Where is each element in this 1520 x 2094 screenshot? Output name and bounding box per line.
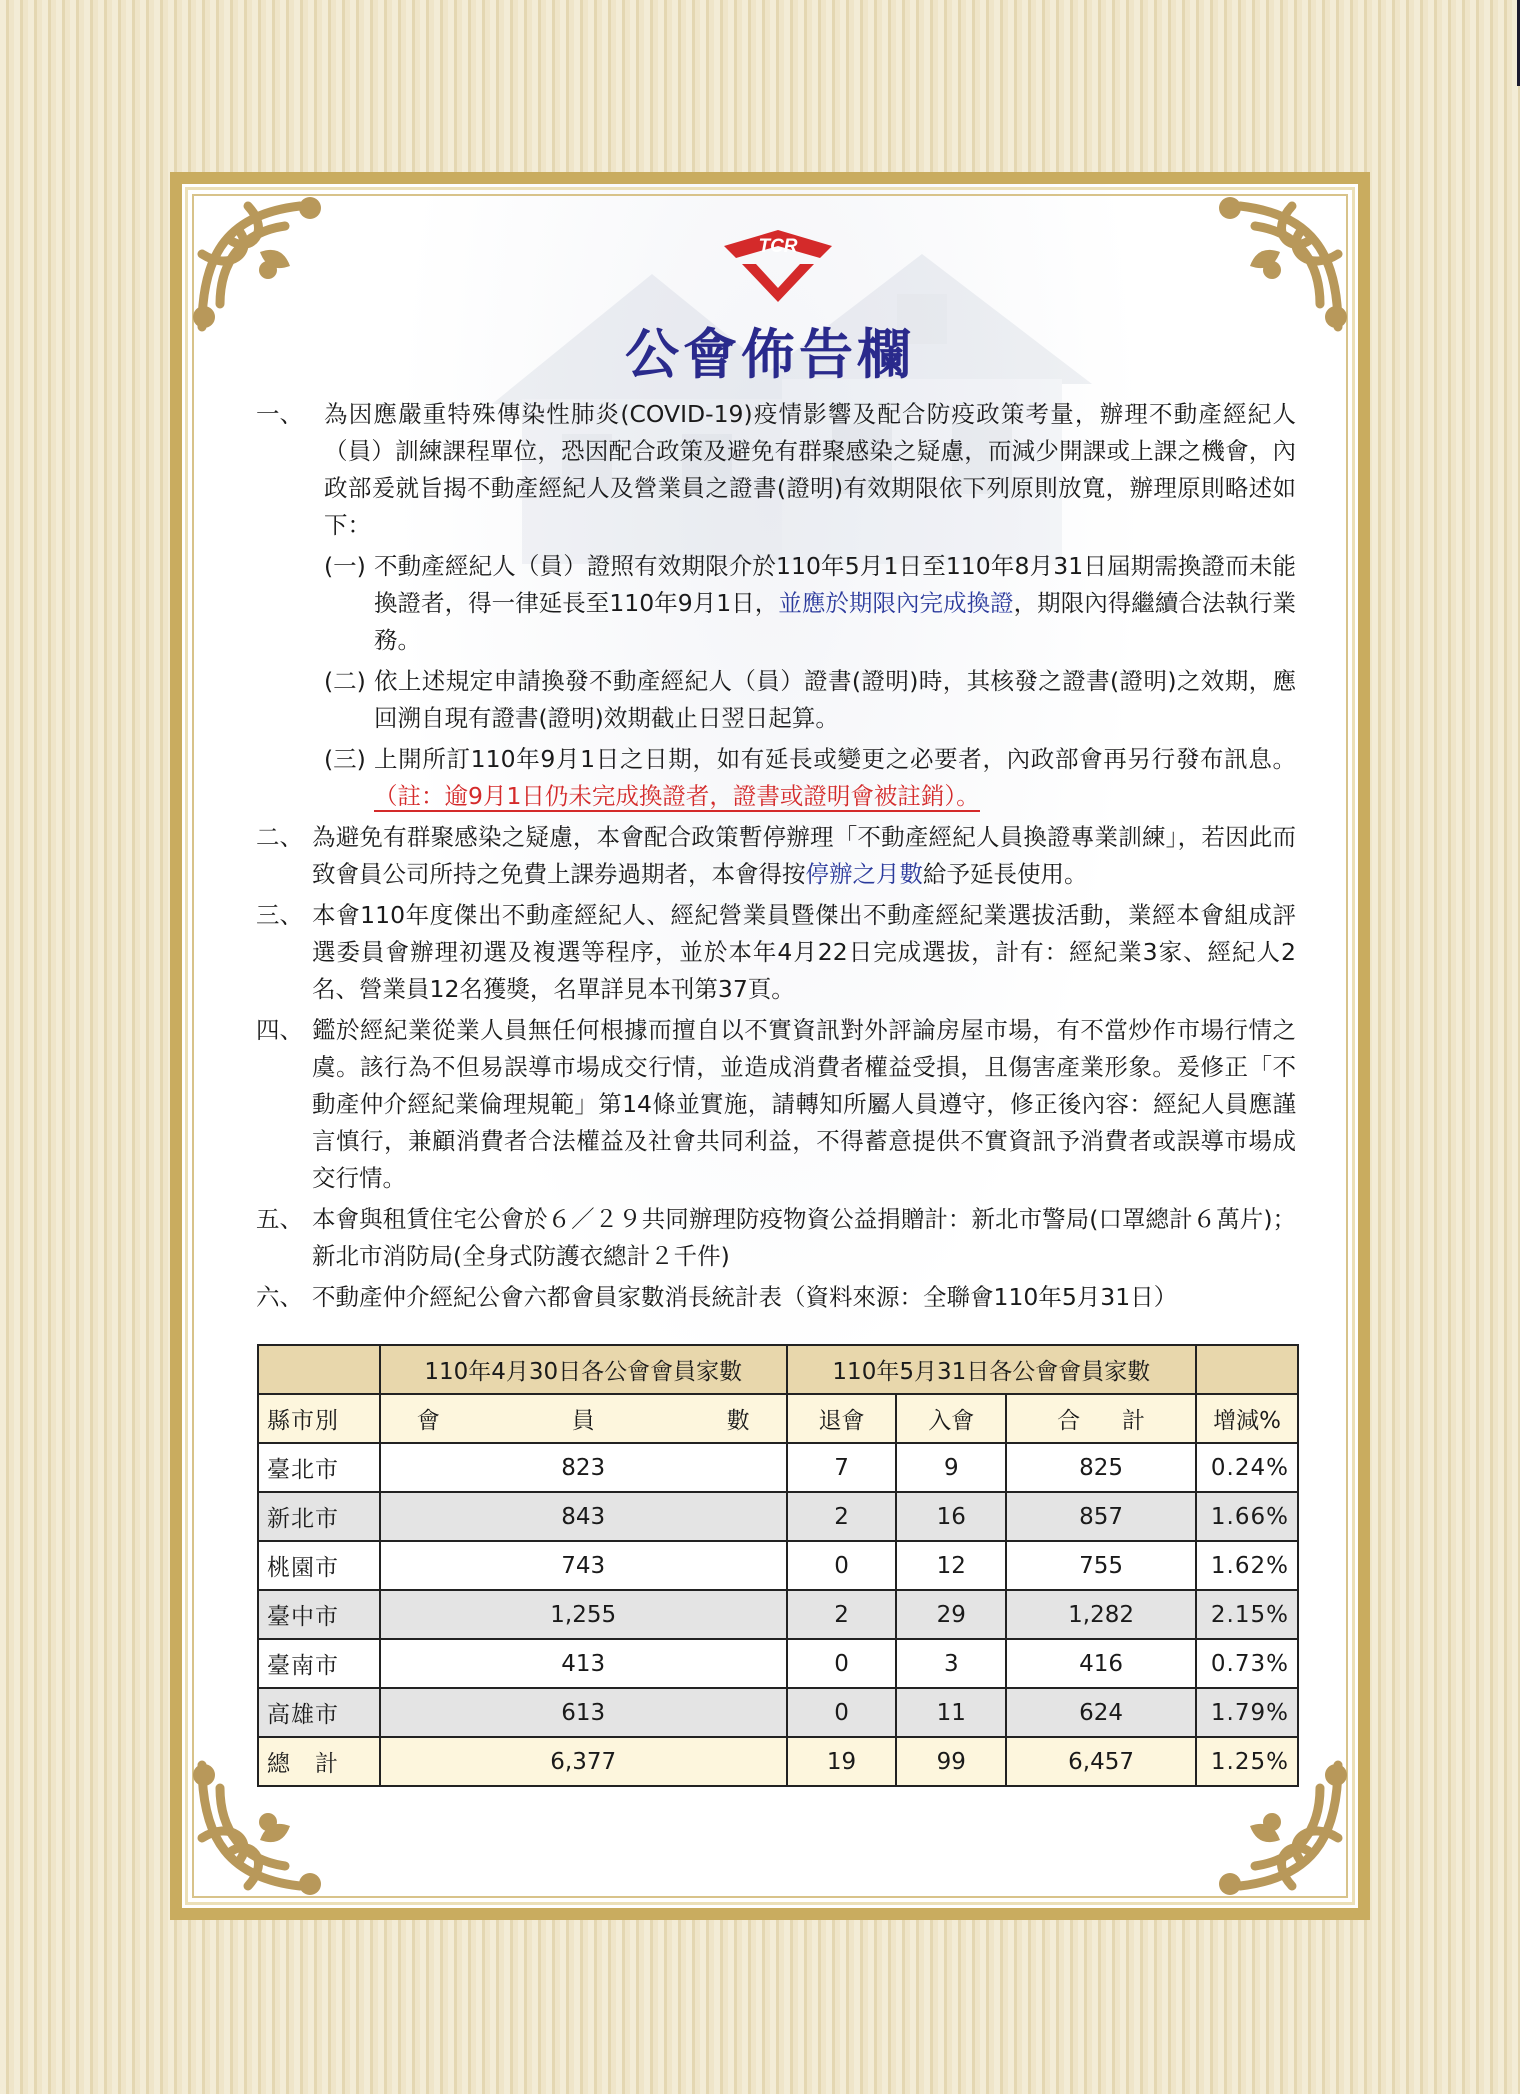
table-header-empty xyxy=(1196,1345,1298,1394)
sub-item-text: ，期限內得繼續合法執行業務。 xyxy=(374,589,1296,654)
cell-join: 16 xyxy=(896,1492,1006,1541)
col-header-change: 增減% xyxy=(1196,1394,1298,1443)
cell-join: 29 xyxy=(896,1590,1006,1639)
cell-total: 857 xyxy=(1006,1492,1196,1541)
cell-change: 1.66% xyxy=(1196,1492,1298,1541)
cell-withdraw: 2 xyxy=(787,1492,897,1541)
cell-withdraw: 2 xyxy=(787,1590,897,1639)
sub-item-note: （註：逾9月1日仍未完成換證者，證書或證明會被註銷）。 xyxy=(374,782,980,810)
cell-change: 0.24% xyxy=(1196,1443,1298,1492)
col-header-members: 會 員 數 xyxy=(380,1394,787,1443)
item-number: 四、 xyxy=(256,1016,303,1044)
item-text: 給予延長使用。 xyxy=(923,860,1088,888)
table-group-header-row xyxy=(258,1345,1298,1394)
item-number: 二、 xyxy=(256,823,303,851)
bulletin-item-5 xyxy=(256,1201,1296,1275)
cell-members: 613 xyxy=(380,1688,787,1737)
cell-withdraw: 0 xyxy=(787,1688,897,1737)
bulletin-content xyxy=(256,396,1296,1316)
cell-withdraw: 0 xyxy=(787,1639,897,1688)
tcr-logo xyxy=(720,228,836,304)
sub-item-number: (一) xyxy=(324,552,366,580)
item-text: 為避免有群聚感染之疑慮，本會配合政策暫停辦理「不動產經紀人員換證專業訓練」，若因此而致會員公司所持之免費上課券過期者，本會得按 xyxy=(312,823,1296,888)
cell-members: 6,377 xyxy=(380,1737,787,1786)
item-highlight: 停辦之月數 xyxy=(805,860,923,888)
table-header-empty xyxy=(258,1345,380,1394)
sub-item-text: 依上述規定申請換發不動產經紀人（員）證書(證明)時，其核發之證書(證明)之效期，應回溯自現有證書(證明)效期截止日翌日起算。 xyxy=(374,667,1296,732)
cell-change: 0.73% xyxy=(1196,1639,1298,1688)
cell-city: 臺南市 xyxy=(258,1639,380,1688)
cell-change: 1.62% xyxy=(1196,1541,1298,1590)
cell-join: 9 xyxy=(896,1443,1006,1492)
sub-item-highlight: 並應於期限內完成換證 xyxy=(778,589,1014,617)
cell-members: 823 xyxy=(380,1443,787,1492)
table-row xyxy=(258,1443,1298,1492)
bulletin-item-4 xyxy=(256,1012,1296,1197)
cell-withdraw: 0 xyxy=(787,1541,897,1590)
table-row xyxy=(258,1590,1298,1639)
sub-item-2 xyxy=(324,663,1296,737)
cell-total: 755 xyxy=(1006,1541,1196,1590)
tcr-logo-text: TCR xyxy=(758,236,798,257)
cell-withdraw: 7 xyxy=(787,1443,897,1492)
table-column-header-row xyxy=(258,1394,1298,1443)
col-header-withdraw: 退會 xyxy=(787,1394,897,1443)
cell-change: 1.25% xyxy=(1196,1737,1298,1786)
table-row xyxy=(258,1541,1298,1590)
sub-item-number: (二) xyxy=(324,667,366,695)
sub-item-text: 不動產經紀人（員）證照有效期限介於110年5月1日至110年8月31日屆期需換證而未能換證者，得一律延長至110年9月1日， xyxy=(374,552,1296,617)
col-header-city: 縣市別 xyxy=(258,1394,380,1443)
item-text: 鑑於經紀業從業人員無任何根據而擅自以不實資訊對外評論房屋市場，有不當炒作市場行情之虞。該行為不但易誤導市場成交行情，並造成消費者權益受損，且傷害產業形象。爰修正「不動產仲介經紀業倫理規範」第14條並實施，請轉知所屬人員遵守，修正後內容：經紀人員應謹言慎行，兼顧消費者合法權益及社會共同利益，不得蓄意提供不實資訊予消費者或誤導市場成交行情。 xyxy=(312,1016,1296,1192)
item-number: 一、 xyxy=(256,400,303,428)
sub-item-1 xyxy=(324,548,1296,659)
item-text: 本會與租賃住宅公會於６／２９共同辦理防疫物資公益捐贈計：新北市警局(口罩總計６萬片)；新北市消防局(全身式防護衣總計２千件) xyxy=(312,1205,1296,1270)
table-row xyxy=(258,1688,1298,1737)
cell-members: 743 xyxy=(380,1541,787,1590)
sub-item-number: (三) xyxy=(324,745,366,773)
bulletin-item-1 xyxy=(256,396,1296,815)
item-text: 不動產仲介經紀公會六都會員家數消長統計表（資料來源：全聯會110年5月31日） xyxy=(312,1283,1178,1311)
item-number: 五、 xyxy=(256,1205,303,1233)
bulletin-panel xyxy=(170,172,1370,1920)
cell-total: 1,282 xyxy=(1006,1590,1196,1639)
item-text: 為因應嚴重特殊傳染性肺炎(COVID-19)疫情影響及配合防疫政策考量，辦理不動產經紀人（員）訓練課程單位，恐因配合政策及避免有群聚感染之疑慮，而減少開課或上課之機會，內政部爰就旨揭不動產經紀人及營業員之證書(證明)有效期限依下列原則放寬，辦理原則略述如下： xyxy=(324,400,1296,539)
item-number: 六、 xyxy=(256,1283,303,1311)
bulletin-item-2 xyxy=(256,819,1296,893)
table-row xyxy=(258,1492,1298,1541)
col-header-join: 入會 xyxy=(896,1394,1006,1443)
cell-city: 新北市 xyxy=(258,1492,380,1541)
cell-city: 臺中市 xyxy=(258,1590,380,1639)
table-total-row xyxy=(258,1737,1298,1786)
cell-city: 臺北市 xyxy=(258,1443,380,1492)
item-number: 三、 xyxy=(256,901,303,929)
cell-join: 3 xyxy=(896,1639,1006,1688)
col-header-total: 合 計 xyxy=(1006,1394,1196,1443)
table-group-header-b: 110年5月31日各公會會員家數 xyxy=(787,1345,1196,1394)
cell-city: 高雄市 xyxy=(258,1688,380,1737)
cell-total: 6,457 xyxy=(1006,1737,1196,1786)
bulletin-item-6 xyxy=(256,1279,1296,1316)
sub-item-text: 上開所訂110年9月1日之日期，如有延長或變更之必要者，內政部會再另行發布訊息。 xyxy=(374,745,1296,773)
cell-members: 413 xyxy=(380,1639,787,1688)
cell-join: 12 xyxy=(896,1541,1006,1590)
cell-total: 825 xyxy=(1006,1443,1196,1492)
cell-change: 2.15% xyxy=(1196,1590,1298,1639)
table-row xyxy=(258,1639,1298,1688)
cell-join: 11 xyxy=(896,1688,1006,1737)
cell-change: 1.79% xyxy=(1196,1688,1298,1737)
cell-city: 總 計 xyxy=(258,1737,380,1786)
cell-total: 624 xyxy=(1006,1688,1196,1737)
cell-city: 桃園市 xyxy=(258,1541,380,1590)
table-group-header-a: 110年4月30日各公會會員家數 xyxy=(380,1345,787,1394)
sub-item-3 xyxy=(324,741,1296,815)
cell-withdraw: 19 xyxy=(787,1737,897,1786)
cell-total: 416 xyxy=(1006,1639,1196,1688)
item-text: 本會110年度傑出不動產經紀人、經紀營業員暨傑出不動產經紀業選拔活動，業經本會組成評選委員會辦理初選及複選等程序，並於本年4月22日完成選拔，計有：經紀業3家、經紀人2名、營業員12名獲獎，名單詳見本刊第37頁。 xyxy=(312,901,1296,1003)
bulletin-item-3 xyxy=(256,897,1296,1008)
page-title: 公會佈告欄 xyxy=(625,322,915,386)
cell-members: 1,255 xyxy=(380,1590,787,1639)
cell-members: 843 xyxy=(380,1492,787,1541)
member-stats-table xyxy=(257,1344,1299,1787)
cell-join: 99 xyxy=(896,1737,1006,1786)
